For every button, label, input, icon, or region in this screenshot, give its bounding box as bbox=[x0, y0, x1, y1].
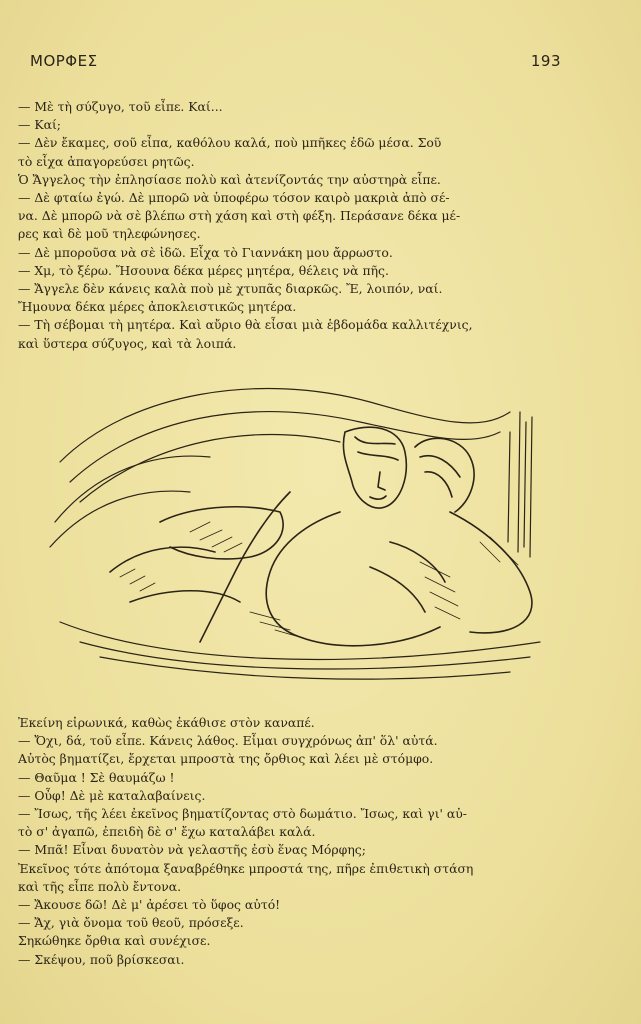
text-line: τὸ σ' ἀγαπῶ, ἐπειδὴ δὲ σ' ἔχω καταλάβει καλά. bbox=[18, 824, 316, 840]
text-line: Ἤμουνα δέκα μέρες ἀποκλειστικῶς μητέρα. bbox=[18, 299, 297, 315]
text-line: — Μπᾶ! Εἶναι δυνατὸν νὰ γελαστῆς ἐσὺ ἕνας Μόρφης; bbox=[18, 842, 366, 858]
text-line: — Δὲ μποροῦσα νὰ σὲ ἰδῶ. Εἶχα τὸ Γιαννάκη μου ἄρρωστο. bbox=[18, 244, 393, 260]
text-line: να. Δὲ μπορῶ νὰ σὲ βλέπω στὴ χάση καὶ στὴ φέξη. Περάσανε δέκα μέ- bbox=[18, 208, 461, 224]
text-line: Ὁ Ἄγγελος τὴν ἐπλησίασε πολὺ καὶ ἀτενίζοντάς την αὐστηρὰ εἶπε. bbox=[18, 171, 441, 187]
text-line: — Δὲ φταίω ἐγώ. Δὲ μπορῶ νὰ ὑποφέρω τόσον καιρὸ μακριὰ ἀπὸ σέ- bbox=[18, 190, 450, 206]
text-line: καὶ ὕστερα σύζυγος, καὶ τὰ λοιπά. bbox=[18, 335, 237, 351]
running-title: ΜΟΡΦΕΣ bbox=[30, 52, 98, 70]
text-line: — Μὲ τὴ σύζυγο, τοῦ εἶπε. Καί... bbox=[18, 99, 223, 114]
text-line: — Χμ, τὸ ξέρω. Ἤσουνα δέκα μέρες μητέρα, θέλεις νὰ πῆς. bbox=[18, 262, 389, 278]
text-line: — Τὴ σέβομαι τὴ μητέρα. Καὶ αὔριο θὰ εἶσαι μιὰ ἑβδομάδα καλλιτέχνις, bbox=[18, 317, 473, 333]
sketch-drawing bbox=[40, 372, 560, 692]
text-line: Αὐτὸς βηματίζει, ἔρχεται μπροστὰ της ὄρθιος καὶ λέει μὲ στόμφο. bbox=[18, 751, 434, 767]
page-number: 193 bbox=[530, 52, 561, 70]
hatching-strokes bbox=[120, 522, 518, 638]
text-line: — Ἄγγελε δὲν κάνεις καλὰ ποὺ μὲ χτυπᾶς διαρκῶς. Ἔ, λοιπόν, ναί. bbox=[18, 281, 443, 297]
text-line: — Θαῦμα ! Σὲ θαυμάζω ! bbox=[18, 769, 175, 785]
text-line: — Δὲν ἔκαμες, σοῦ εἶπα, καθόλου καλά, ποὺ μπῆκες ἐδῶ μέσα. Σοῦ bbox=[18, 135, 442, 151]
text-line: — Ἴσως, τῆς λέει ἐκεῖνος βηματίζοντας στὸ δωμάτιο. Ἴσως, καὶ γι' αὐ- bbox=[18, 806, 467, 822]
text-line: καὶ τῆς εἶπε πολὺ ἔντονα. bbox=[18, 878, 182, 894]
text-line: ρες καὶ δὲ μοῦ τηλεφώνησες. bbox=[18, 226, 201, 242]
text-line: — Καί; bbox=[18, 117, 61, 133]
text-line: — Ὄχι, δά, τοῦ εἶπε. Κάνεις λάθος. Εἶμαι συγχρόνως ἀπ' ὅλ' αὐτά. bbox=[18, 733, 438, 749]
embracing-figures bbox=[110, 427, 532, 646]
text-line: τὸ εἶχα ἀπαγορεύσει ρητῶς. bbox=[18, 153, 195, 169]
text-line: Ἐκείνη εἰρωνικά, καθὼς ἐκάθισε στὸν καναπέ. bbox=[18, 715, 315, 730]
text-line: — Οὖφ! Δὲ μὲ καταλαβαίνεις. bbox=[18, 787, 206, 803]
text-block-bottom bbox=[18, 714, 588, 969]
text-block-top bbox=[18, 98, 588, 353]
text-line: Ἐκεῖνος τότε ἀπότομα ξαναβρέθηκε μπροστά της, πῆρε ἐπιθετικὴ στάση bbox=[18, 860, 474, 876]
text-line: Σηκώθηκε ὄρθια καὶ συνέχισε. bbox=[18, 933, 211, 949]
text-line: — Σκέψου, ποῦ βρίσκεσαι. bbox=[18, 951, 185, 967]
text-line: — Ἄχ, γιὰ ὄνομα τοῦ θεοῦ, πρόσεξε. bbox=[18, 915, 244, 931]
ink-sketch-illustration bbox=[40, 372, 560, 692]
text-line: — Ἄκουσε δῶ! Δὲ μ' ἀρέσει τὸ ὕφος αὐτό! bbox=[18, 897, 281, 913]
